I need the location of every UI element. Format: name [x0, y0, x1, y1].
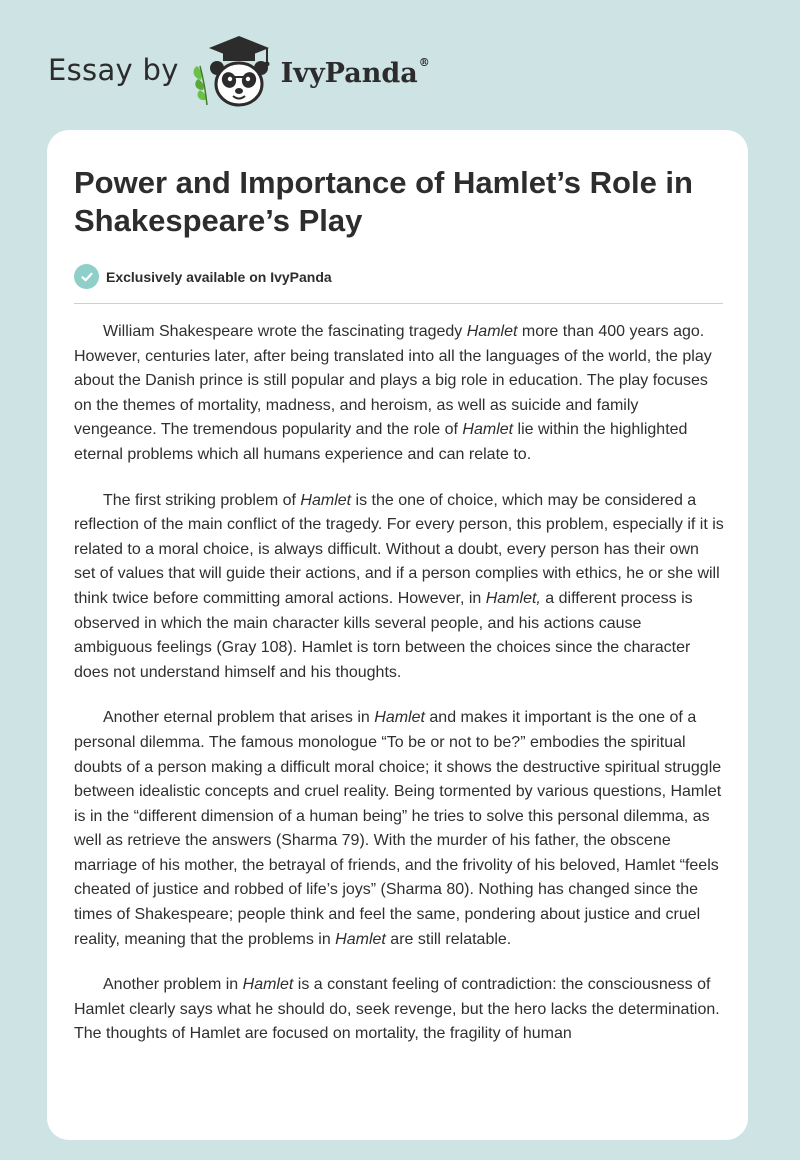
exclusive-badge-label: Exclusively available on IvyPanda [106, 268, 332, 285]
ivy-leaf-icon [193, 66, 206, 105]
registered-mark: ® [418, 55, 430, 69]
italic-title-run: Hamlet [300, 491, 352, 509]
essay-by-label: Essay by [48, 53, 179, 87]
panda-logo-icon [187, 30, 279, 110]
italic-title-run: Hamlet [335, 930, 386, 948]
paragraph [74, 489, 724, 686]
text-run: lie within the highlighted eternal problems which all humans experience and can relate to. [74, 421, 688, 463]
exclusive-badge [74, 264, 332, 289]
text-run: are still relatable. [385, 930, 512, 948]
essay-body [74, 320, 724, 1068]
check-icon [74, 264, 99, 289]
italic-title-run: Hamlet [466, 323, 518, 340]
essay-card [47, 130, 748, 1140]
page-title: Power and Importance of Hamlet’s Role in Shakespeare’s Play [74, 165, 693, 238]
text-run: Another eternal problem that arises in [103, 709, 375, 727]
brand-label: IvyPanda [280, 57, 418, 89]
paragraph [74, 706, 724, 952]
text-run: The first striking problem of [103, 491, 301, 509]
site-header [48, 30, 430, 110]
italic-title-run: Hamlet [374, 709, 425, 727]
text-run: more than 400 years ago. However, centuries later, after being translated into all the languages of the world, the play about the Danish prince is still popular and plays a big role in education. The play focuses on the themes of mortality, madness, and heroism, as well as suicide and family vengeance. The tremendous popularity and the role of [74, 323, 712, 439]
text-run: Another problem in [103, 976, 243, 994]
text-run: a different process is observed in which the main character kills several people, and his actions cause ambiguous feelings (Gray 108). Hamlet is torn between the choices since the character does not understand himself and his thoughts. [74, 589, 693, 681]
brand-name[interactable] [280, 55, 430, 89]
text-run: and makes it important is the one of a personal dilemma. The famous monologue “To be or not to be?” embodies the spiritual doubts of a person making a difficult moral choice; it shows the destructive spiritual struggle between idealistic concepts and cruel reality. Being tormented by various questions, Hamlet is in the “different dimension of a human being” he tries to solve this personal dilemma, as well as retrieve the answers (Sharma 79). With the murder of his father, the obscene marriage of his mother, the betrayal of friends, and the frivolity of his beloved, Hamlet “feels cheated of justice and robbed of life’s joys” (Sharma 80). Nothing has changed since the times of Shakespeare; people think and feel the same, pondering about justice and cruel reality, meaning that the problems in [74, 709, 722, 948]
italic-title-run: Hamlet [462, 421, 514, 439]
text-run: William Shakespeare wrote the fascinating tragedy [103, 323, 467, 340]
divider [74, 303, 723, 304]
italic-title-run: Hamlet, [485, 589, 541, 607]
paragraph [74, 320, 724, 468]
italic-title-run: Hamlet [242, 976, 294, 994]
text-run: is the one of choice, which may be considered a reflection of the main conflict of the tragedy. For every person, this problem, especially if it is related to a moral choice, is always difficult. Without a doubt, every person has their own set of values that will guide their actions, and if a person complies with ethics, he or she will think twice before committing amoral actions. However, in [74, 491, 724, 607]
paragraph [74, 973, 724, 1047]
text-run: is a constant feeling of contradiction: the consciousness of Hamlet clearly says what he should do, seek revenge, but the hero lacks the determination. The thoughts of Hamlet are focused on mortality, the fragility of human [74, 976, 720, 1043]
